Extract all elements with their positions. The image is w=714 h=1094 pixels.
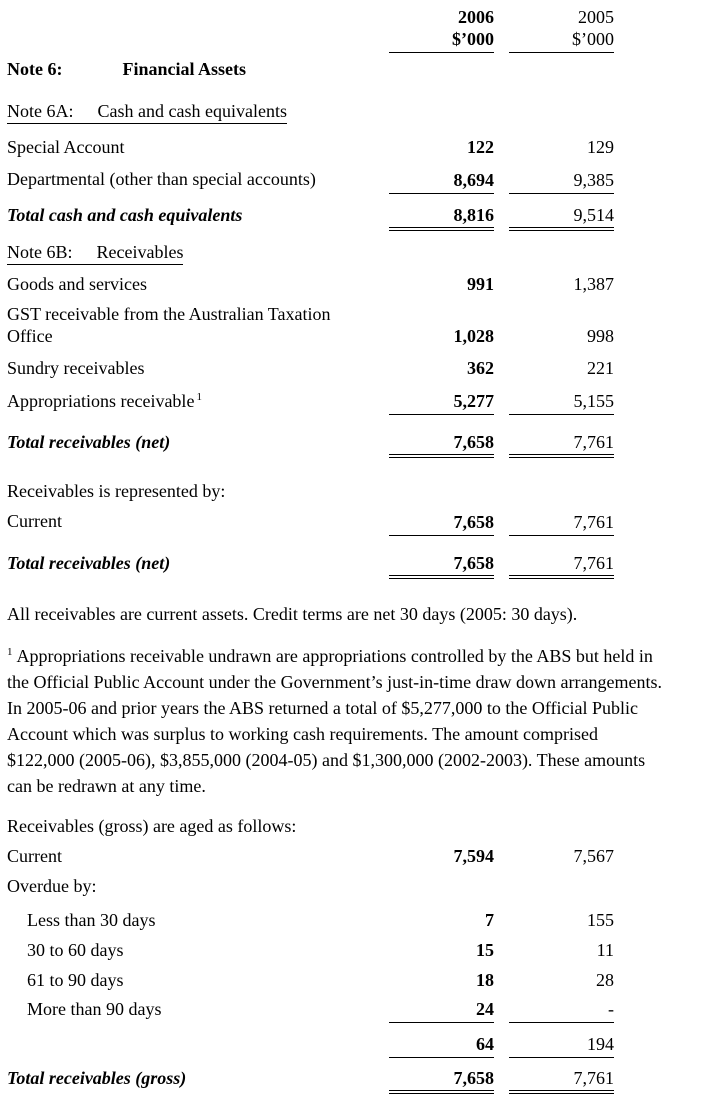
table-row-overdue-gt90 xyxy=(7,998,614,1024)
row-label: Departmental (other than special accounts) xyxy=(7,169,316,189)
row-label: Sundry receivables xyxy=(7,357,145,378)
row-label: Special Account xyxy=(7,137,125,157)
value-2005: - xyxy=(509,998,614,1023)
row-label: 61 to 90 days xyxy=(27,969,124,990)
row-label: GST receivable from the Australian Taxation Office xyxy=(7,303,331,346)
value-2005: 9,385 xyxy=(509,169,614,194)
table-row-overdue-lt30 xyxy=(7,909,614,931)
column-header-row xyxy=(7,6,614,53)
value-2006: 64 xyxy=(389,1033,494,1058)
table-row-total-receivables-net-2 xyxy=(7,552,614,579)
row-label: Appropriations receivable $^1$ xyxy=(7,390,202,411)
value-2006: 7 xyxy=(485,909,494,930)
table-row-gst-receivable xyxy=(7,303,614,347)
table-row-total-receivables-gross xyxy=(7,1067,614,1094)
row-label: More than 90 days xyxy=(27,998,162,1019)
footnote-paragraph xyxy=(7,639,670,799)
row-label xyxy=(7,1055,374,1059)
row-label: Current xyxy=(7,511,62,531)
value-2005: 7,567 xyxy=(573,845,614,866)
value-2006: 362 xyxy=(467,357,494,378)
row-label: 30 to 60 days xyxy=(27,939,124,960)
value-2005: 7,761 xyxy=(509,1067,614,1094)
column-header-2006 xyxy=(389,6,494,53)
footnote-text: Appropriations receivable undrawn are appropriations controlled by the ABS but held in the Official Public Account under the Government’s just-in-time draw down arrangements. In 2005-06 and prior years the ABS returned a total of $5,277,000 to the Official Public Account which was surplus to working cash requirements. The amount comprised $122,000 (2005-06), $3,855,000 (2004-05) and $1,300,000 (2002-2003). These amounts can be redrawn at any time. xyxy=(7,645,662,796)
note6b-label: Note 6B: xyxy=(7,241,73,262)
value-2005: 11 xyxy=(596,939,614,960)
value-2005: 221 xyxy=(587,357,614,378)
note6a-label: Note 6A: xyxy=(7,101,74,121)
value-2005: 998 xyxy=(587,325,614,346)
value-2006: 7,658 xyxy=(389,431,494,458)
note6-label: Note 6: xyxy=(7,59,63,79)
value-2006: 991 xyxy=(467,273,494,294)
value-2006: 7,594 xyxy=(453,845,494,866)
total-row-label: Total cash and cash equivalents xyxy=(7,204,243,225)
note6-heading xyxy=(7,58,670,80)
value-2005: 155 xyxy=(587,909,614,930)
column-header-2005 xyxy=(509,6,614,53)
value-2005: 9,514 xyxy=(509,204,614,231)
note6a-title: Cash and cash equivalents xyxy=(97,101,287,121)
note6b-title: Receivables xyxy=(96,241,184,262)
value-2006: 7,658 xyxy=(389,552,494,579)
table-row-total-receivables-net xyxy=(7,431,614,458)
footnote-marker: 1 xyxy=(7,645,13,658)
year-2006-label: 2006 xyxy=(458,7,494,27)
value-2005: 5,155 xyxy=(509,390,614,415)
value-2006: 8,694 xyxy=(389,169,494,194)
note6b-heading xyxy=(7,241,670,265)
value-2006: 5,277 xyxy=(389,390,494,415)
table-row-total-cash xyxy=(7,204,614,231)
table-row-overdue-subtotal xyxy=(7,1033,614,1058)
row-label: Goods and services xyxy=(7,273,147,294)
table-row-departmental xyxy=(7,168,614,194)
table-row-overdue-30-60 xyxy=(7,939,614,961)
value-2006: 7,658 xyxy=(389,1067,494,1094)
year-2005-label: 2005 xyxy=(578,7,614,27)
table-row-appropriations-receivable xyxy=(7,386,614,416)
value-2006: 7,658 xyxy=(389,511,494,536)
value-2006: 24 xyxy=(389,998,494,1023)
value-2005: 194 xyxy=(509,1033,614,1058)
represented-by-heading: Receivables is represented by: xyxy=(7,481,226,501)
overdue-by-label: Overdue by: xyxy=(7,875,97,896)
value-2005: 28 xyxy=(596,969,614,990)
table-row-sundry-receivables xyxy=(7,357,614,379)
value-2006: 1,028 xyxy=(453,325,494,346)
value-2006: 122 xyxy=(467,137,494,157)
unit-2005-label: $’000 xyxy=(572,29,614,49)
value-2005: 129 xyxy=(587,137,614,157)
note6-title: Financial Assets xyxy=(122,59,246,79)
table-row-overdue-61-90 xyxy=(7,969,614,991)
unit-2006-label: $’000 xyxy=(452,29,494,49)
aging-heading: Receivables (gross) are aged as follows: xyxy=(7,815,297,836)
table-row-special-account xyxy=(7,136,614,158)
footnote-reference: 1 xyxy=(196,390,202,403)
value-2005: 1,387 xyxy=(573,273,614,294)
total-row-label: Total receivables (net) xyxy=(7,432,171,452)
table-row-current-net xyxy=(7,510,614,536)
row-label: Less than 30 days xyxy=(27,909,156,930)
value-2005: 7,761 xyxy=(509,431,614,458)
total-row-label: Total receivables (net) xyxy=(7,552,171,573)
row-label: Current xyxy=(7,845,62,866)
value-2006: 8,816 xyxy=(389,204,494,231)
credit-terms-note: All receivables are current assets. Credit terms are net 30 days (2005: 30 days). xyxy=(7,603,578,624)
value-2006: 18 xyxy=(476,969,494,990)
value-2005: 7,761 xyxy=(509,511,614,536)
note6a-heading xyxy=(7,100,670,124)
value-2005: 7,761 xyxy=(509,552,614,579)
total-row-label: Total receivables (gross) xyxy=(7,1068,187,1088)
table-row-aging-current xyxy=(7,845,614,867)
value-2006: 15 xyxy=(476,939,494,960)
table-row-goods-services xyxy=(7,273,614,295)
